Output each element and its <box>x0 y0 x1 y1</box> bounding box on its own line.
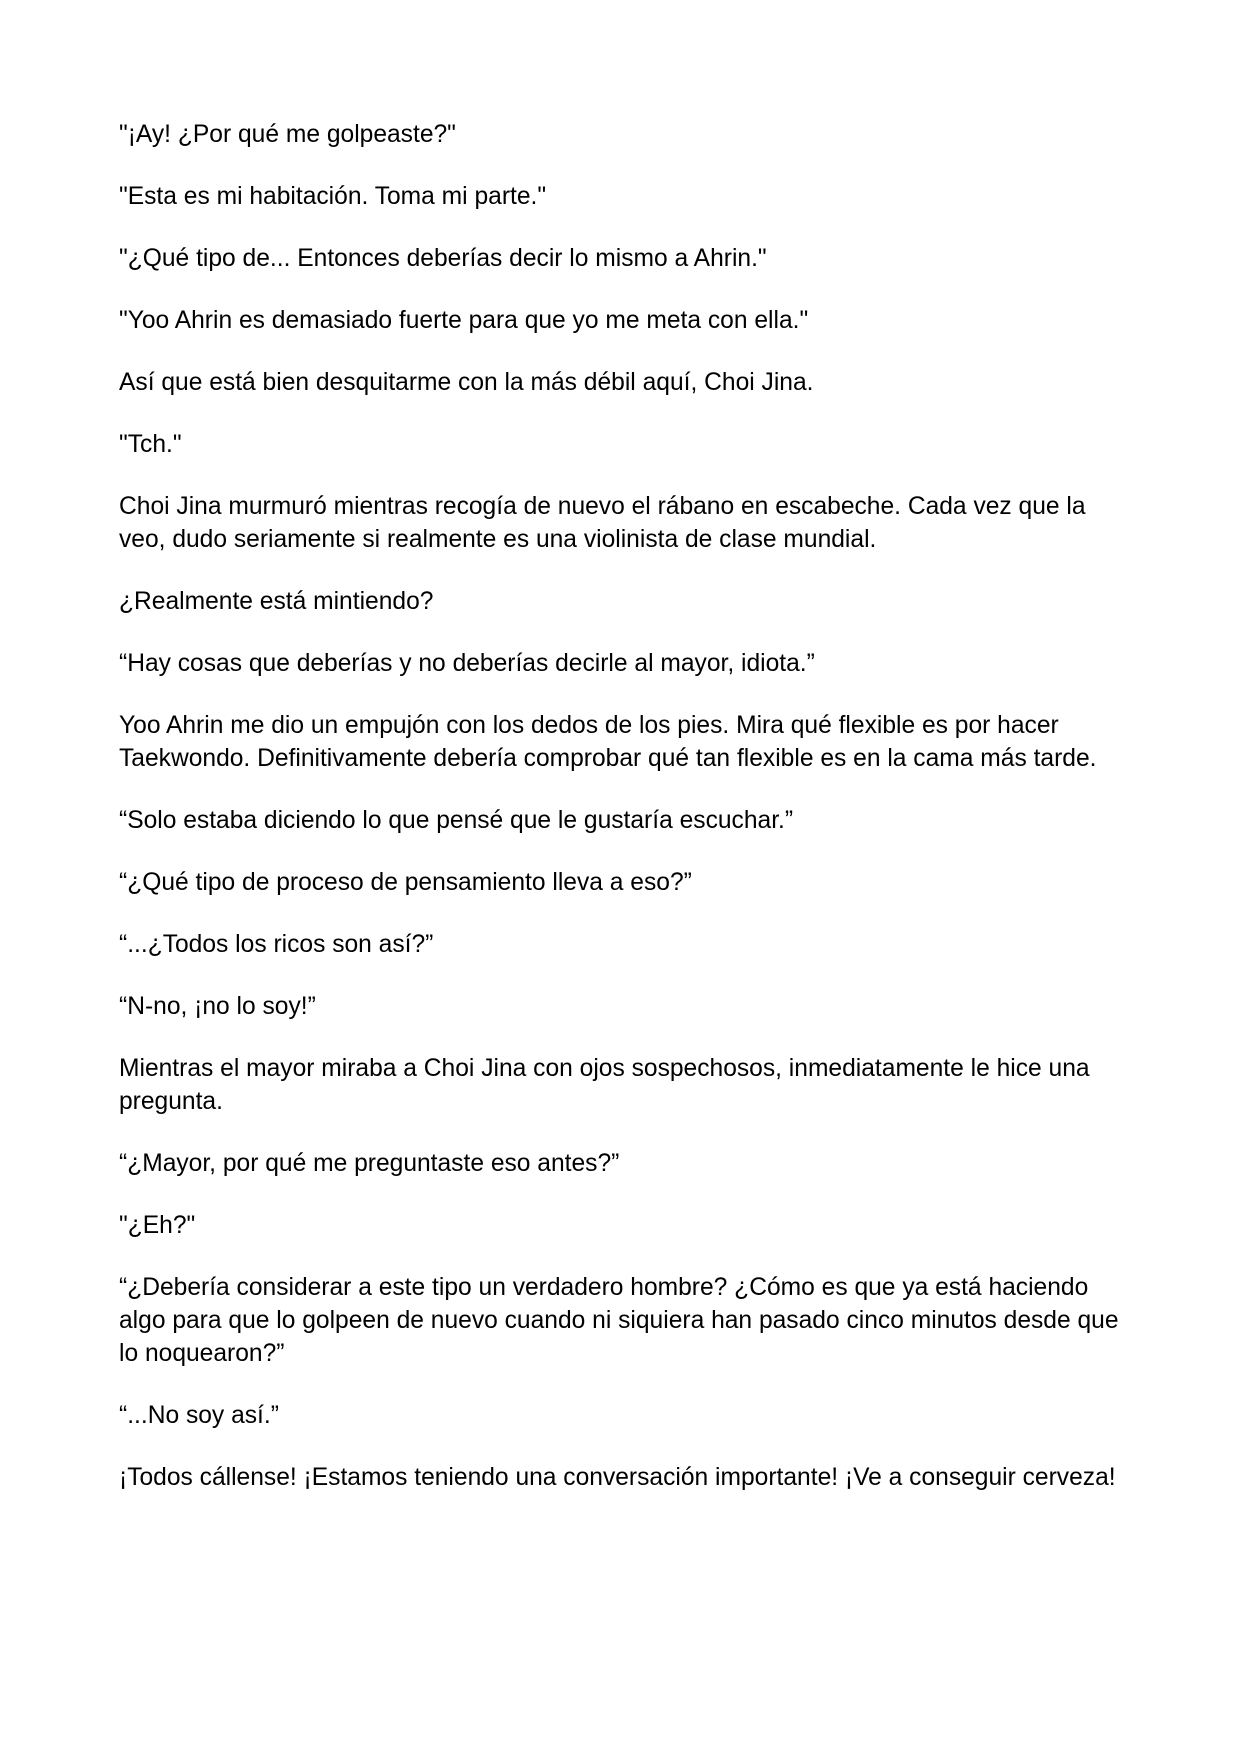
paragraph: “¿Mayor, por qué me preguntaste eso antes?” <box>119 1150 620 1177</box>
paragraph: Mientras el mayor miraba a Choi Jina con ojos sospechosos, inmediatamente le hice una pregunta. <box>119 1055 1090 1115</box>
paragraph: “Solo estaba diciendo lo que pensé que le gustaría escuchar.” <box>119 807 794 834</box>
paragraph: ¡Todos cállense! ¡Estamos teniendo una conversación importante! ¡Ve a conseguir cerveza! <box>119 1464 1116 1491</box>
paragraph: "¡Ay! ¿Por qué me golpeaste?" <box>119 121 456 148</box>
paragraph: “...¿Todos los ricos son así?” <box>119 931 434 958</box>
paragraph: “¿Debería considerar a este tipo un verdadero hombre? ¿Cómo es que ya está haciendo algo para que lo golpeen de nuevo cuando ni siquiera han pasado cinco minutos desde que lo noquearon?” <box>119 1274 1119 1367</box>
paragraph: Yoo Ahrin me dio un empujón con los dedos de los pies. Mira qué flexible es por hacer Taekwondo. Definitivamente debería comprobar qué tan flexible es en la cama más tarde. <box>119 712 1097 772</box>
document-body <box>119 118 1129 1523</box>
paragraph: Así que está bien desquitarme con la más débil aquí, Choi Jina. <box>119 369 814 396</box>
paragraph: "¿Eh?" <box>119 1212 196 1239</box>
paragraph: “N-no, ¡no lo soy!” <box>119 993 316 1020</box>
paragraph: “¿Qué tipo de proceso de pensamiento lleva a eso?” <box>119 869 692 896</box>
paragraph: "Yoo Ahrin es demasiado fuerte para que yo me meta con ella." <box>119 307 809 334</box>
paragraph: “Hay cosas que deberías y no deberías decirle al mayor, idiota.” <box>119 650 815 677</box>
paragraph: Choi Jina murmuró mientras recogía de nuevo el rábano en escabeche. Cada vez que la veo, dudo seriamente si realmente es una violinista de clase mundial. <box>119 493 1086 553</box>
paragraph: ¿Realmente está mintiendo? <box>119 588 434 615</box>
paragraph: "Esta es mi habitación. Toma mi parte." <box>119 183 547 210</box>
paragraph: "Tch." <box>119 431 182 458</box>
paragraph: “...No soy así.” <box>119 1402 279 1429</box>
paragraph: "¿Qué tipo de... Entonces deberías decir lo mismo a Ahrin." <box>119 245 767 272</box>
